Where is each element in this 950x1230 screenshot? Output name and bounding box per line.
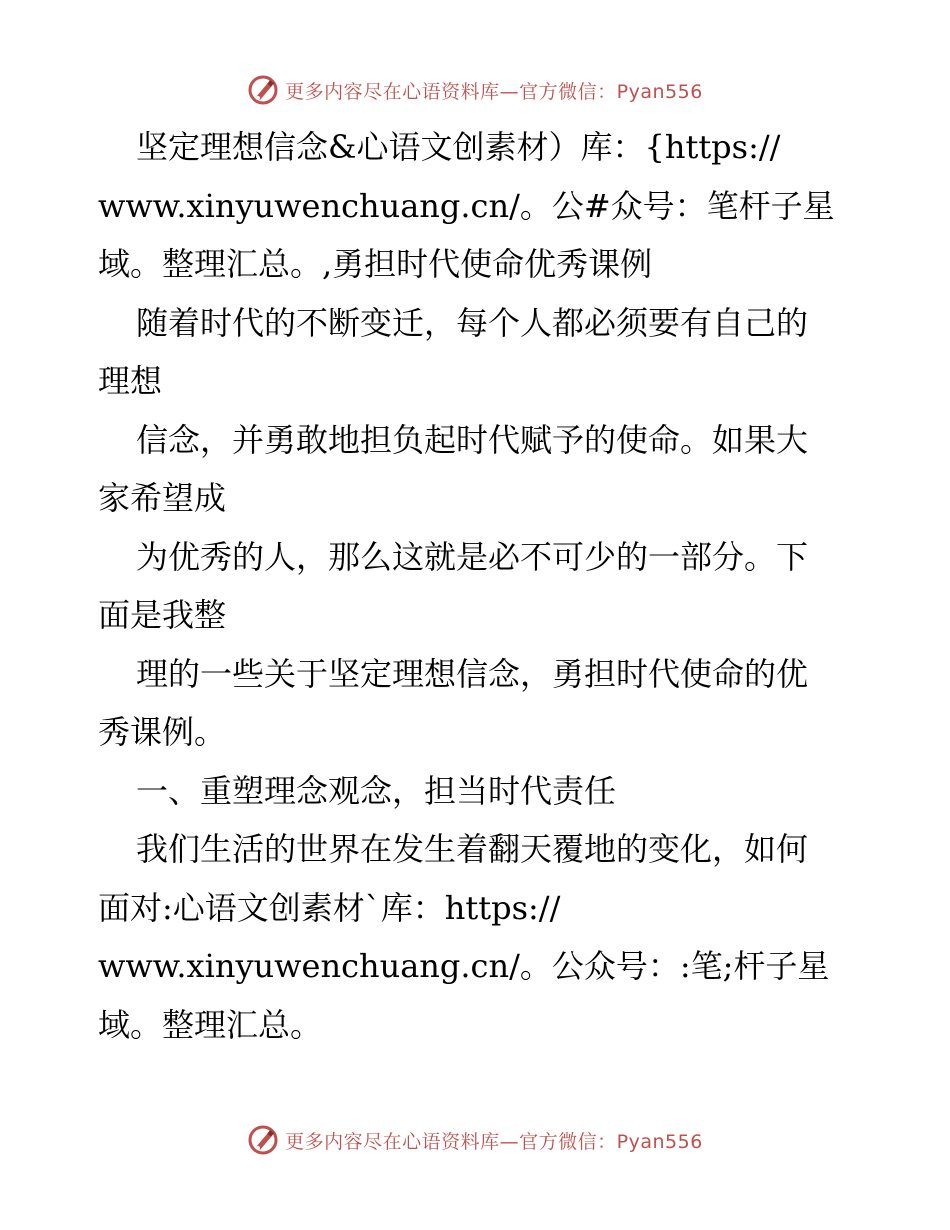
text-line: 面对:心语文创素材`库：https:// [98,888,561,927]
header-banner-text: 更多内容尽在心语资料库—官方微信：Pyan556 [285,80,703,103]
text-line: 面是我整 [98,596,227,634]
pen-seal-icon [247,74,279,106]
text-line: 我们生活的世界在发生着翻天覆地的变化，如何 [136,830,809,868]
footer-banner [0,1120,950,1160]
text-line: 家希望成 [98,479,227,517]
text-line: 理想 [98,362,163,400]
footer-banner-text: 更多内容尽在心语资料库—官方微信：Pyan556 [285,1130,703,1153]
text-line: 为优秀的人，那么这就是必不可少的一部分。下 [136,537,809,576]
text-line: 域。整理汇总。,勇担时代使命优秀课例 [98,245,653,283]
section-heading: 一、重塑理念观念，担当时代责任 [136,771,617,810]
text-line: 随着时代的不断变迁，每个人都必须要有自己的 [136,303,809,342]
text-line: 信念，并勇敢地担负起时代赋予的使命。如果大 [136,420,809,459]
text-line: www.xinyuwenchuang.cn/。公众号：:笔;杆子星 [98,947,830,985]
text-line: 坚定理想信念&心语文创素材）库：{https:// [136,128,781,166]
header-banner [0,70,950,110]
text-line: 域。整理汇总。 [98,1005,323,1044]
text-line: 秀课例。 [98,713,227,751]
text-line: 理的一些关于坚定理想信念，勇担时代使命的优 [136,654,809,693]
text-line: www.xinyuwenchuang.cn/。公#众号：笔杆子星 [98,186,835,225]
document-body [98,118,858,1054]
pen-seal-icon [247,1124,279,1156]
